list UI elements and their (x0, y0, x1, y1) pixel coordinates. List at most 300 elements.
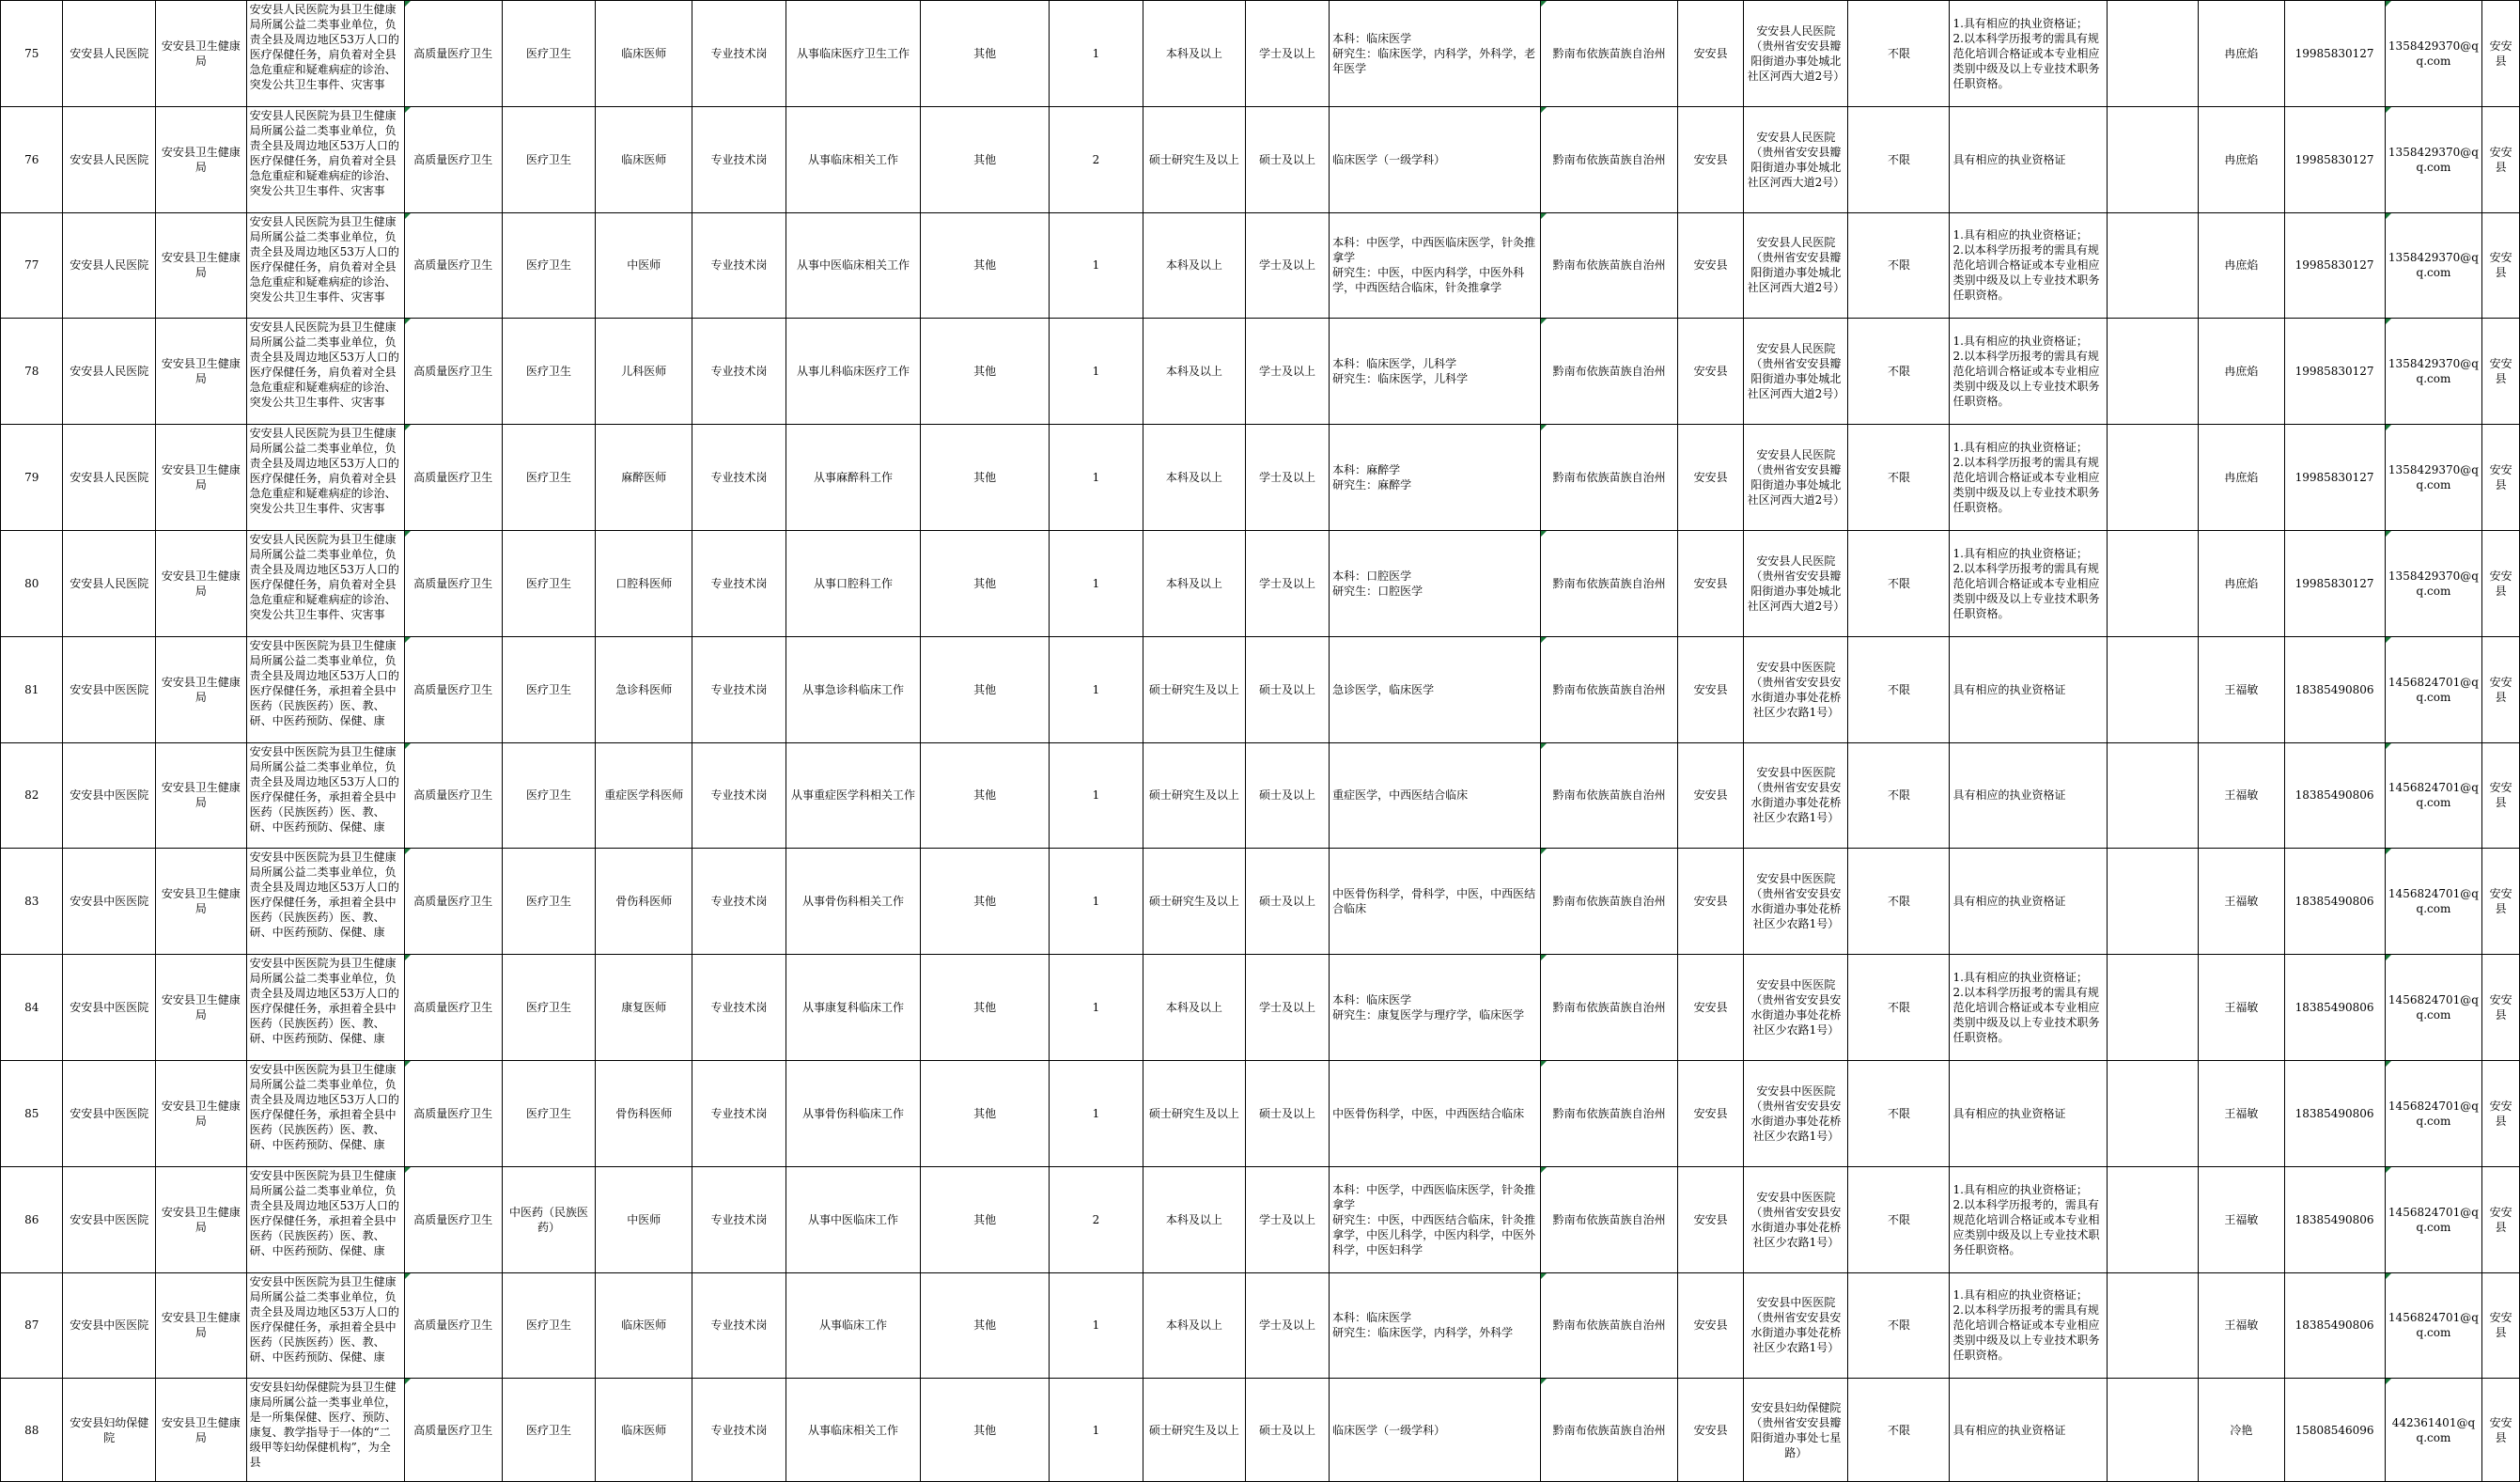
category-cell (404, 530, 502, 636)
seq-cell-text: 77 (24, 258, 39, 273)
limit-cell-text: 不限 (1887, 1001, 1910, 1015)
post-name-cell (596, 1, 692, 107)
county-cell (1677, 212, 1744, 319)
county-cell-text: 安安县 (1693, 152, 1728, 166)
dept-cell (156, 212, 247, 319)
category-cell-text: 高质量医疗卫生 (413, 152, 493, 166)
blank-cell (2107, 1166, 2199, 1272)
description-cell-text: 安安县中医医院为县卫生健康局所属公益二类事业单位，负责全县及周边地区53万人口的医疗保健任务，承担着全县中医药（民族医药）医、教、研、中医药预防、保健、康 (249, 744, 399, 834)
phone-cell-text: 15808546096 (2294, 1423, 2374, 1437)
headcount-cell-text: 1 (1092, 365, 1100, 379)
category-cell (404, 955, 502, 1061)
post-name-cell-text: 儿科医师 (621, 365, 667, 379)
requirement-cell (1950, 742, 2107, 849)
region-cell-text: 黔南布依族苗族自治州 (1552, 1212, 1666, 1226)
county-cell (1677, 742, 1744, 849)
limit-cell-text: 不限 (1887, 258, 1910, 273)
phone-cell (2284, 106, 2385, 212)
major-cell-text: 本科：中医学，中西医临床医学，针灸推拿学 研究生：中医，中西医结合临床，针灸推拿学，中医儿科学，中医内科学，中医外科学，中医妇科学 (1332, 1182, 1536, 1256)
region-cell-text: 黔南布依族苗族自治州 (1552, 788, 1666, 803)
major-cell-text: 本科：口腔医学 研究生：口腔医学 (1332, 569, 1423, 598)
work-content-cell (786, 1, 920, 107)
unit-cell-text: 安安县中医医院 (70, 682, 149, 696)
description-cell-text: 安安县妇幼保健院为县卫生健康局所属公益一类事业单位，是一所集保健、医疗、预防、康复、教学指导于一体的“二级甲等妇幼保健机构”，为全县 (249, 1381, 397, 1470)
education-cell (1143, 742, 1245, 849)
address-cell-text: 安安县中医医院（贵州省安安县安水街道办事处花桥社区少农路1号） (1750, 1296, 1842, 1355)
work-content-cell (786, 955, 920, 1061)
category-cell (404, 742, 502, 849)
contact-cell (2199, 425, 2284, 531)
requirement-cell-text: 1.具有相应的执业资格证； 2.以本科学历报考的需具有规范化培训合格证或本专业相应类别中级及以上专业技术职务任职资格。 (1952, 441, 2100, 515)
dept-cell-text: 安安县卫生健康局 (161, 993, 241, 1022)
seq-cell (1, 1060, 63, 1166)
requirement-cell-text: 具有相应的执业资格证 (1952, 682, 2066, 696)
address-cell (1744, 1166, 1848, 1272)
limit-cell-text: 不限 (1887, 1318, 1910, 1333)
requirement-cell (1950, 530, 2107, 636)
other-cell (921, 1060, 1050, 1166)
contact-cell (2199, 849, 2284, 955)
requirement-cell-text: 具有相应的执业资格证 (1952, 1106, 2066, 1120)
category-cell (404, 1272, 502, 1379)
headcount-cell-text: 1 (1092, 1106, 1100, 1120)
degree-cell (1245, 849, 1329, 955)
education-cell (1143, 849, 1245, 955)
place-cell-text: 安安县 (2489, 357, 2512, 386)
post-type-cell-text: 专业技术岗 (710, 46, 768, 60)
contact-cell (2199, 1, 2284, 107)
description-cell (246, 742, 404, 849)
post-type-cell (692, 1060, 786, 1166)
post-type-cell-text: 专业技术岗 (710, 1001, 768, 1015)
unit-cell-text: 安安县人民医院 (70, 46, 149, 60)
description-cell-text: 安安县人民医院为县卫生健康局所属公益二类事业单位，负责全县及周边地区53万人口的医疗保健任务，肩负着对全县急危重症和疑难病症的诊治、突发公共卫生事件、灾害事 (249, 320, 399, 410)
category-cell (404, 636, 502, 742)
other-cell (921, 849, 1050, 955)
major-cell (1330, 1379, 1541, 1482)
place-cell-text: 安安县 (2489, 251, 2512, 280)
description-cell (246, 212, 404, 319)
requirement-cell-text: 1.具有相应的执业资格证； 2.以本科学历报考的需具有规范化培训合格证或本专业相应类别中级及以上专业技术职务任职资格。 (1952, 546, 2100, 620)
address-cell (1744, 955, 1848, 1061)
region-cell-text: 黔南布依族苗族自治州 (1552, 258, 1666, 273)
region-cell (1541, 425, 1677, 531)
unit-cell-text: 安安县人民医院 (70, 152, 149, 166)
contact-cell-text: 冉庶焰 (2224, 471, 2259, 485)
county-cell (1677, 1166, 1744, 1272)
address-cell (1744, 742, 1848, 849)
major-cell (1330, 1272, 1541, 1379)
dept-cell (156, 530, 247, 636)
region-cell-text: 黔南布依族苗族自治州 (1552, 1001, 1666, 1015)
description-cell-text: 安安县人民医院为县卫生健康局所属公益二类事业单位，负责全县及周边地区53万人口的医疗保健任务，肩负着对全县急危重症和疑难病症的诊治、突发公共卫生事件、灾害事 (249, 3, 399, 91)
email-cell-text: 1358429370@qq.com (2388, 569, 2479, 598)
limit-cell-text: 不限 (1887, 46, 1910, 60)
field-cell-text: 医疗卫生 (526, 576, 572, 590)
county-cell (1677, 636, 1744, 742)
degree-cell (1245, 530, 1329, 636)
dept-cell-text: 安安县卫生健康局 (161, 675, 241, 704)
other-cell-text: 其他 (973, 1423, 997, 1437)
other-cell-text: 其他 (973, 1106, 997, 1120)
address-cell-text: 安安县中医医院（贵州省安安县安水街道办事处花桥社区少农路1号） (1750, 1190, 1842, 1249)
seq-cell-text: 81 (24, 682, 39, 696)
degree-cell-text: 学士及以上 (1258, 576, 1315, 590)
email-cell-text: 1456824701@qq.com (2388, 781, 2479, 810)
field-cell-text: 医疗卫生 (526, 788, 572, 803)
post-name-cell-text: 骨伤科医师 (615, 1106, 673, 1120)
seq-cell-text: 75 (24, 46, 39, 60)
unit-cell (63, 106, 156, 212)
phone-cell (2284, 742, 2385, 849)
degree-cell (1245, 1379, 1329, 1482)
email-cell (2385, 530, 2482, 636)
category-cell-text: 高质量医疗卫生 (413, 1212, 493, 1226)
address-cell (1744, 636, 1848, 742)
other-cell-text: 其他 (973, 1001, 997, 1015)
contact-cell-text: 王福敏 (2224, 1001, 2259, 1015)
region-cell (1541, 1166, 1677, 1272)
contact-cell (2199, 106, 2284, 212)
other-cell (921, 742, 1050, 849)
major-cell (1330, 742, 1541, 849)
address-cell-text: 安安县中医医院（贵州省安安县安水街道办事处花桥社区少农路1号） (1750, 872, 1842, 931)
dept-cell-text: 安安县卫生健康局 (161, 781, 241, 810)
education-cell (1143, 1379, 1245, 1482)
phone-cell (2284, 636, 2385, 742)
headcount-cell-text: 1 (1092, 46, 1100, 60)
field-cell-text: 中医药（民族医药） (509, 1205, 589, 1234)
major-cell (1330, 1, 1541, 107)
contact-cell (2199, 742, 2284, 849)
phone-cell-text: 19985830127 (2294, 365, 2374, 379)
dept-cell (156, 1379, 247, 1482)
contact-cell-text: 王福敏 (2224, 682, 2259, 696)
unit-cell (63, 849, 156, 955)
major-cell (1330, 425, 1541, 531)
dept-cell-text: 安安县卫生健康局 (161, 357, 241, 386)
other-cell (921, 1272, 1050, 1379)
post-name-cell (596, 1060, 692, 1166)
contact-cell-text: 王福敏 (2224, 895, 2259, 909)
post-type-cell (692, 955, 786, 1061)
headcount-cell-text: 1 (1092, 1423, 1100, 1437)
other-cell-text: 其他 (973, 258, 997, 273)
region-cell-text: 黔南布依族苗族自治州 (1552, 1423, 1666, 1437)
headcount-cell (1050, 425, 1143, 531)
other-cell-text: 其他 (973, 682, 997, 696)
dept-cell (156, 1, 247, 107)
post-type-cell-text: 专业技术岗 (710, 788, 768, 803)
degree-cell-text: 学士及以上 (1258, 1001, 1315, 1015)
field-cell (502, 849, 596, 955)
education-cell (1143, 1060, 1245, 1166)
address-cell (1744, 1, 1848, 107)
phone-cell-text: 19985830127 (2294, 46, 2374, 60)
requirement-cell (1950, 1379, 2107, 1482)
dept-cell (156, 106, 247, 212)
degree-cell-text: 硕士及以上 (1258, 895, 1315, 909)
county-cell (1677, 849, 1744, 955)
unit-cell (63, 530, 156, 636)
address-cell (1744, 319, 1848, 425)
blank-cell (2107, 1272, 2199, 1379)
blank-cell (2107, 955, 2199, 1061)
seq-cell-text: 84 (24, 1001, 39, 1015)
post-type-cell-text: 专业技术岗 (710, 471, 768, 485)
headcount-cell-text: 1 (1092, 1318, 1100, 1333)
place-cell-text: 安安县 (2489, 463, 2512, 492)
degree-cell (1245, 425, 1329, 531)
table-row (1, 955, 2520, 1061)
table-row (1, 1379, 2520, 1482)
requirement-cell (1950, 212, 2107, 319)
email-cell (2385, 849, 2482, 955)
education-cell-text: 本科及以上 (1165, 1001, 1222, 1015)
work-content-cell-text: 从事临床相关工作 (807, 152, 898, 166)
blank-cell (2107, 425, 2199, 531)
degree-cell-text: 学士及以上 (1258, 258, 1315, 273)
headcount-cell (1050, 955, 1143, 1061)
phone-cell-text: 19985830127 (2294, 258, 2374, 273)
seq-cell (1, 742, 63, 849)
post-type-cell-text: 专业技术岗 (710, 258, 768, 273)
place-cell-text: 安安县 (2489, 675, 2512, 704)
email-cell (2385, 742, 2482, 849)
requirement-cell (1950, 319, 2107, 425)
dept-cell (156, 742, 247, 849)
post-name-cell-text: 临床医师 (621, 152, 667, 166)
email-cell (2385, 1379, 2482, 1482)
field-cell (502, 1379, 596, 1482)
phone-cell (2284, 212, 2385, 319)
degree-cell-text: 硕士及以上 (1258, 682, 1315, 696)
category-cell-text: 高质量医疗卫生 (413, 576, 493, 590)
email-cell-text: 1358429370@qq.com (2388, 251, 2479, 280)
work-content-cell-text: 从事麻醉科工作 (813, 471, 893, 485)
description-cell (246, 319, 404, 425)
county-cell-text: 安安县 (1693, 46, 1728, 60)
degree-cell (1245, 1060, 1329, 1166)
limit-cell (1848, 1272, 1950, 1379)
other-cell-text: 其他 (973, 1212, 997, 1226)
major-cell (1330, 849, 1541, 955)
contact-cell-text: 冉庶焰 (2224, 152, 2259, 166)
post-type-cell (692, 212, 786, 319)
degree-cell-text: 学士及以上 (1258, 1318, 1315, 1333)
unit-cell (63, 1379, 156, 1482)
work-content-cell-text: 从事临床医疗卫生工作 (796, 46, 910, 60)
dept-cell (156, 425, 247, 531)
contact-cell (2199, 1379, 2284, 1482)
limit-cell (1848, 1060, 1950, 1166)
seq-cell (1, 319, 63, 425)
post-type-cell-text: 专业技术岗 (710, 1318, 768, 1333)
post-type-cell (692, 1, 786, 107)
field-cell (502, 530, 596, 636)
address-cell (1744, 212, 1848, 319)
requirement-cell-text: 1.具有相应的执业资格证； 2.以本科学历报考的需具有规范化培训合格证或本专业相应类别中级及以上专业技术职务任职资格。 (1952, 1288, 2100, 1363)
work-content-cell-text: 从事口腔科工作 (813, 576, 893, 590)
description-cell (246, 1060, 404, 1166)
seq-cell-text: 78 (24, 365, 39, 379)
dept-cell-text: 安安县卫生健康局 (161, 1205, 241, 1234)
field-cell (502, 742, 596, 849)
region-cell (1541, 106, 1677, 212)
degree-cell-text: 硕士及以上 (1258, 152, 1315, 166)
description-cell-text: 安安县中医医院为县卫生健康局所属公益二类事业单位，负责全县及周边地区53万人口的医疗保健任务，承担着全县中医药（民族医药）医、教、研、中医药预防、保健、康 (249, 1274, 399, 1364)
seq-cell-text: 86 (24, 1212, 39, 1226)
address-cell-text: 安安县中医医院（贵州省安安县安水街道办事处花桥社区少农路1号） (1750, 1084, 1842, 1143)
work-content-cell-text: 从事临床相关工作 (807, 1423, 898, 1437)
headcount-cell-text: 2 (1092, 152, 1100, 166)
county-cell-text: 安安县 (1693, 1423, 1728, 1437)
education-cell (1143, 1166, 1245, 1272)
education-cell-text: 本科及以上 (1165, 365, 1222, 379)
education-cell-text: 硕士研究生及以上 (1148, 1423, 1239, 1437)
email-cell (2385, 1060, 2482, 1166)
education-cell-text: 硕士研究生及以上 (1148, 682, 1239, 696)
other-cell-text: 其他 (973, 46, 997, 60)
degree-cell-text: 硕士及以上 (1258, 788, 1315, 803)
place-cell-text: 安安县 (2489, 1099, 2512, 1128)
field-cell (502, 1272, 596, 1379)
place-cell (2482, 1272, 2520, 1379)
post-name-cell (596, 742, 692, 849)
post-type-cell-text: 专业技术岗 (710, 152, 768, 166)
degree-cell (1245, 955, 1329, 1061)
email-cell (2385, 1166, 2482, 1272)
phone-cell (2284, 530, 2385, 636)
description-cell (246, 1272, 404, 1379)
major-cell-text: 本科：临床医学 研究生：康复医学与理疗学，临床医学 (1332, 993, 1525, 1022)
blank-cell (2107, 1379, 2199, 1482)
region-cell-text: 黔南布依族苗族自治州 (1552, 895, 1666, 909)
work-content-cell (786, 1166, 920, 1272)
email-cell-text: 1456824701@qq.com (2388, 993, 2479, 1022)
description-cell-text: 安安县人民医院为县卫生健康局所属公益二类事业单位，负责全县及周边地区53万人口的医疗保健任务，肩负着对全县急危重症和疑难病症的诊治、突发公共卫生事件、灾害事 (249, 108, 399, 197)
headcount-cell-text: 2 (1092, 1212, 1100, 1226)
field-cell (502, 425, 596, 531)
unit-cell (63, 636, 156, 742)
education-cell (1143, 955, 1245, 1061)
work-content-cell (786, 1272, 920, 1379)
unit-cell-text: 安安县中医医院 (70, 1318, 149, 1333)
dept-cell (156, 955, 247, 1061)
post-type-cell (692, 636, 786, 742)
field-cell-text: 医疗卫生 (526, 471, 572, 485)
phone-cell (2284, 849, 2385, 955)
requirement-cell-text: 1.具有相应的执业资格证； 2.以本科学历报考的需具有规范化培训合格证或本专业相应类别中级及以上专业技术职务任职资格。 (1952, 335, 2100, 409)
category-cell-text: 高质量医疗卫生 (413, 788, 493, 803)
headcount-cell-text: 1 (1092, 1001, 1100, 1015)
seq-cell-text: 80 (24, 576, 39, 590)
limit-cell-text: 不限 (1887, 576, 1910, 590)
requirement-cell (1950, 106, 2107, 212)
field-cell-text: 医疗卫生 (526, 46, 572, 60)
other-cell-text: 其他 (973, 1318, 997, 1333)
major-cell-text: 临床医学（一级学科） (1332, 1423, 1446, 1437)
county-cell-text: 安安县 (1693, 471, 1728, 485)
post-name-cell (596, 530, 692, 636)
category-cell (404, 849, 502, 955)
major-cell (1330, 212, 1541, 319)
limit-cell (1848, 425, 1950, 531)
region-cell-text: 黔南布依族苗族自治州 (1552, 1318, 1666, 1333)
unit-cell (63, 425, 156, 531)
work-content-cell (786, 425, 920, 531)
dept-cell-text: 安安县卫生健康局 (161, 887, 241, 916)
seq-cell-text: 82 (24, 788, 39, 803)
post-name-cell (596, 1379, 692, 1482)
headcount-cell-text: 1 (1092, 788, 1100, 803)
region-cell-text: 黔南布依族苗族自治州 (1552, 471, 1666, 485)
work-content-cell (786, 636, 920, 742)
county-cell (1677, 319, 1744, 425)
other-cell-text: 其他 (973, 895, 997, 909)
address-cell (1744, 530, 1848, 636)
region-cell (1541, 1060, 1677, 1166)
limit-cell-text: 不限 (1887, 895, 1910, 909)
unit-cell-text: 安安县人民医院 (70, 576, 149, 590)
county-cell-text: 安安县 (1693, 788, 1728, 803)
requirement-cell-text: 1.具有相应的执业资格证； 2.以本科学历报考的需具有规范化培训合格证或本专业相应类别中级及以上专业技术职务任职资格。 (1952, 971, 2100, 1045)
seq-cell (1, 212, 63, 319)
blank-cell (2107, 319, 2199, 425)
post-name-cell-text: 麻醉医师 (621, 471, 667, 485)
table-row (1, 212, 2520, 319)
degree-cell-text: 硕士及以上 (1258, 1106, 1315, 1120)
post-name-cell-text: 急诊科医师 (615, 682, 673, 696)
education-cell-text: 硕士研究生及以上 (1148, 788, 1239, 803)
work-content-cell-text: 从事骨伤科相关工作 (801, 895, 904, 909)
post-type-cell (692, 1379, 786, 1482)
post-name-cell-text: 中医师 (627, 1212, 661, 1226)
description-cell-text: 安安县中医医院为县卫生健康局所属公益二类事业单位，负责全县及周边地区53万人口的医疗保健任务，承担着全县中医药（民族医药）医、教、研、中医药预防、保健、康 (249, 957, 399, 1046)
education-cell-text: 硕士研究生及以上 (1148, 1106, 1239, 1120)
contact-cell (2199, 212, 2284, 319)
unit-cell (63, 955, 156, 1061)
county-cell-text: 安安县 (1693, 682, 1728, 696)
post-type-cell-text: 专业技术岗 (710, 576, 768, 590)
category-cell (404, 319, 502, 425)
education-cell (1143, 212, 1245, 319)
county-cell (1677, 1272, 1744, 1379)
description-cell (246, 425, 404, 531)
dept-cell-text: 安安县卫生健康局 (161, 1099, 241, 1128)
degree-cell-text: 硕士及以上 (1258, 1423, 1315, 1437)
education-cell (1143, 1272, 1245, 1379)
other-cell (921, 636, 1050, 742)
limit-cell-text: 不限 (1887, 1106, 1910, 1120)
place-cell (2482, 1379, 2520, 1482)
place-cell-text: 安安县 (2489, 569, 2512, 598)
major-cell-text: 临床医学（一级学科） (1332, 152, 1446, 166)
headcount-cell (1050, 742, 1143, 849)
table-row (1, 319, 2520, 425)
major-cell (1330, 1166, 1541, 1272)
category-cell-text: 高质量医疗卫生 (413, 471, 493, 485)
contact-cell-text: 冉庶焰 (2224, 576, 2259, 590)
major-cell-text: 中医骨伤科学，骨科学，中医，中西医结合临床 (1332, 887, 1536, 916)
place-cell (2482, 425, 2520, 531)
blank-cell (2107, 742, 2199, 849)
region-cell (1541, 955, 1677, 1061)
headcount-cell (1050, 1166, 1143, 1272)
county-cell (1677, 425, 1744, 531)
table-row (1, 106, 2520, 212)
post-name-cell-text: 口腔科医师 (615, 576, 673, 590)
